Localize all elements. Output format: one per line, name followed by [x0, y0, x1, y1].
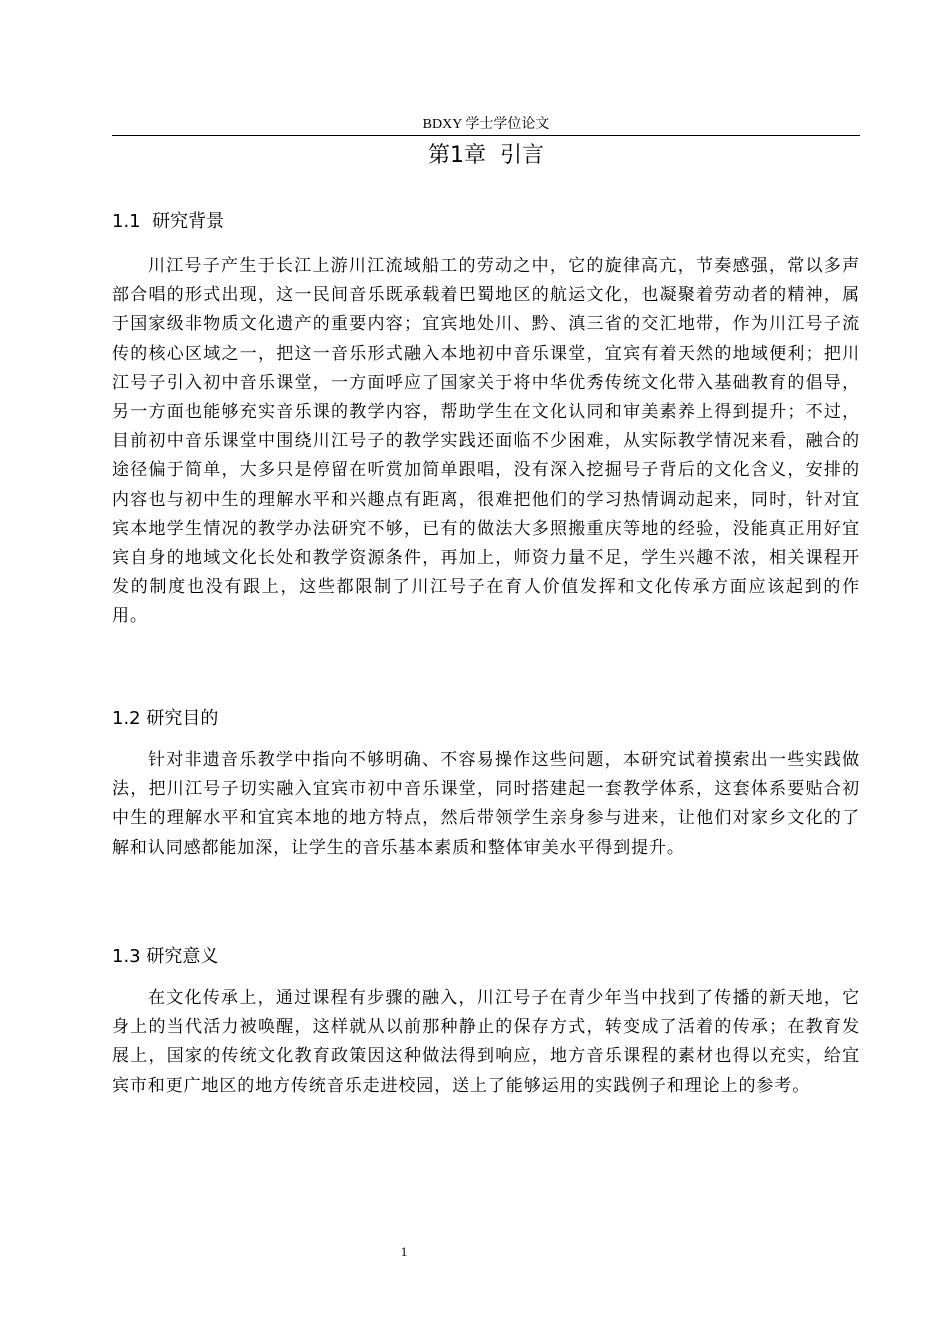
section-heading-1-3: 1.3 研究意义: [112, 946, 219, 967]
section-paragraph-1-3: 在文化传承上，通过课程有步骤的融入，川江号子在青少年当中找到了传播的新天地，它身上的当代活力被唤醒，这样就从以前那种静止的保存方式，转变成了活着的传承；在教育发展上，国家的传统文化教育政策因这种做法得到响应，地方音乐课程的素材也得以充实，给宜宾市和更广地区的地方传统音乐走进校园，送上了能够运用的实践例子和理论上的参考。: [112, 988, 860, 1096]
section-paragraph-1-1: 川江号子产生于长江上游川江流域船工的劳动之中，它的旋律高亢，节奏感强，常以多声部合唱的形式出现，这一民间音乐既承载着巴蜀地区的航运文化，也凝聚着劳动者的精神，属于国家级非物质文化遗产的重要内容；宜宾地处川、黔、滇三省的交汇地带，作为川江号子流传的核心区域之一，把这一音乐形式融入本地初中音乐课堂，宜宾有着天然的地域便利；把川江号子引入初中音乐课堂，一方面呼应了国家关于将中华优秀传统文化带入基础教育的倡导，另一方面也能够充实音乐课的教学内容，帮助学生在文化认同和审美素养上得到提升；不过，目前初中音乐课堂中围绕川江号子的教学实践还面临不少困难，从实际教学情况来看，融合的途径偏于简单，大多只是停留在听赏加简单跟唱，没有深入挖掘号子背后的文化含义，安排的内容也与初中生的理解水平和兴趣点有距离，很难把他们的学习热情调动起来，同时，针对宜宾本地学生情况的教学办法研究不够，已有的做法大多照搬重庆等地的经验，没能真正用好宜宾自身的地域文化长处和教学资源条件，再加上，师资力量不足，学生兴趣不浓，相关课程开发的制度也没有跟上，这些都限制了川江号子在育人价值发挥和文化传承方面应该起到的作用。: [112, 256, 860, 627]
running-header: BDXY 学士学位论文: [422, 117, 550, 132]
section-paragraph-1-2: 针对非遗音乐教学中指向不够明确、不容易操作这些问题，本研究试着摸索出一些实践做法，把川江号子切实融入宜宾市初中音乐课堂，同时搭建起一套教学体系，这套体系要贴合初中生的理解水平和宜宾本地的地方特点，然后带领学生亲身参与进来，让他们对家乡文化的了解和认同感都能加深，让学生的音乐基本素质和整体审美水平得到提升。: [112, 750, 860, 858]
page-number: 1: [400, 1244, 408, 1259]
section-heading-1-2: 1.2 研究目的: [112, 708, 219, 729]
header-rule: [112, 135, 860, 136]
section-heading-1-1: 1.1 研究背景: [112, 211, 225, 232]
chapter-title: 第1章 引言: [428, 143, 544, 168]
